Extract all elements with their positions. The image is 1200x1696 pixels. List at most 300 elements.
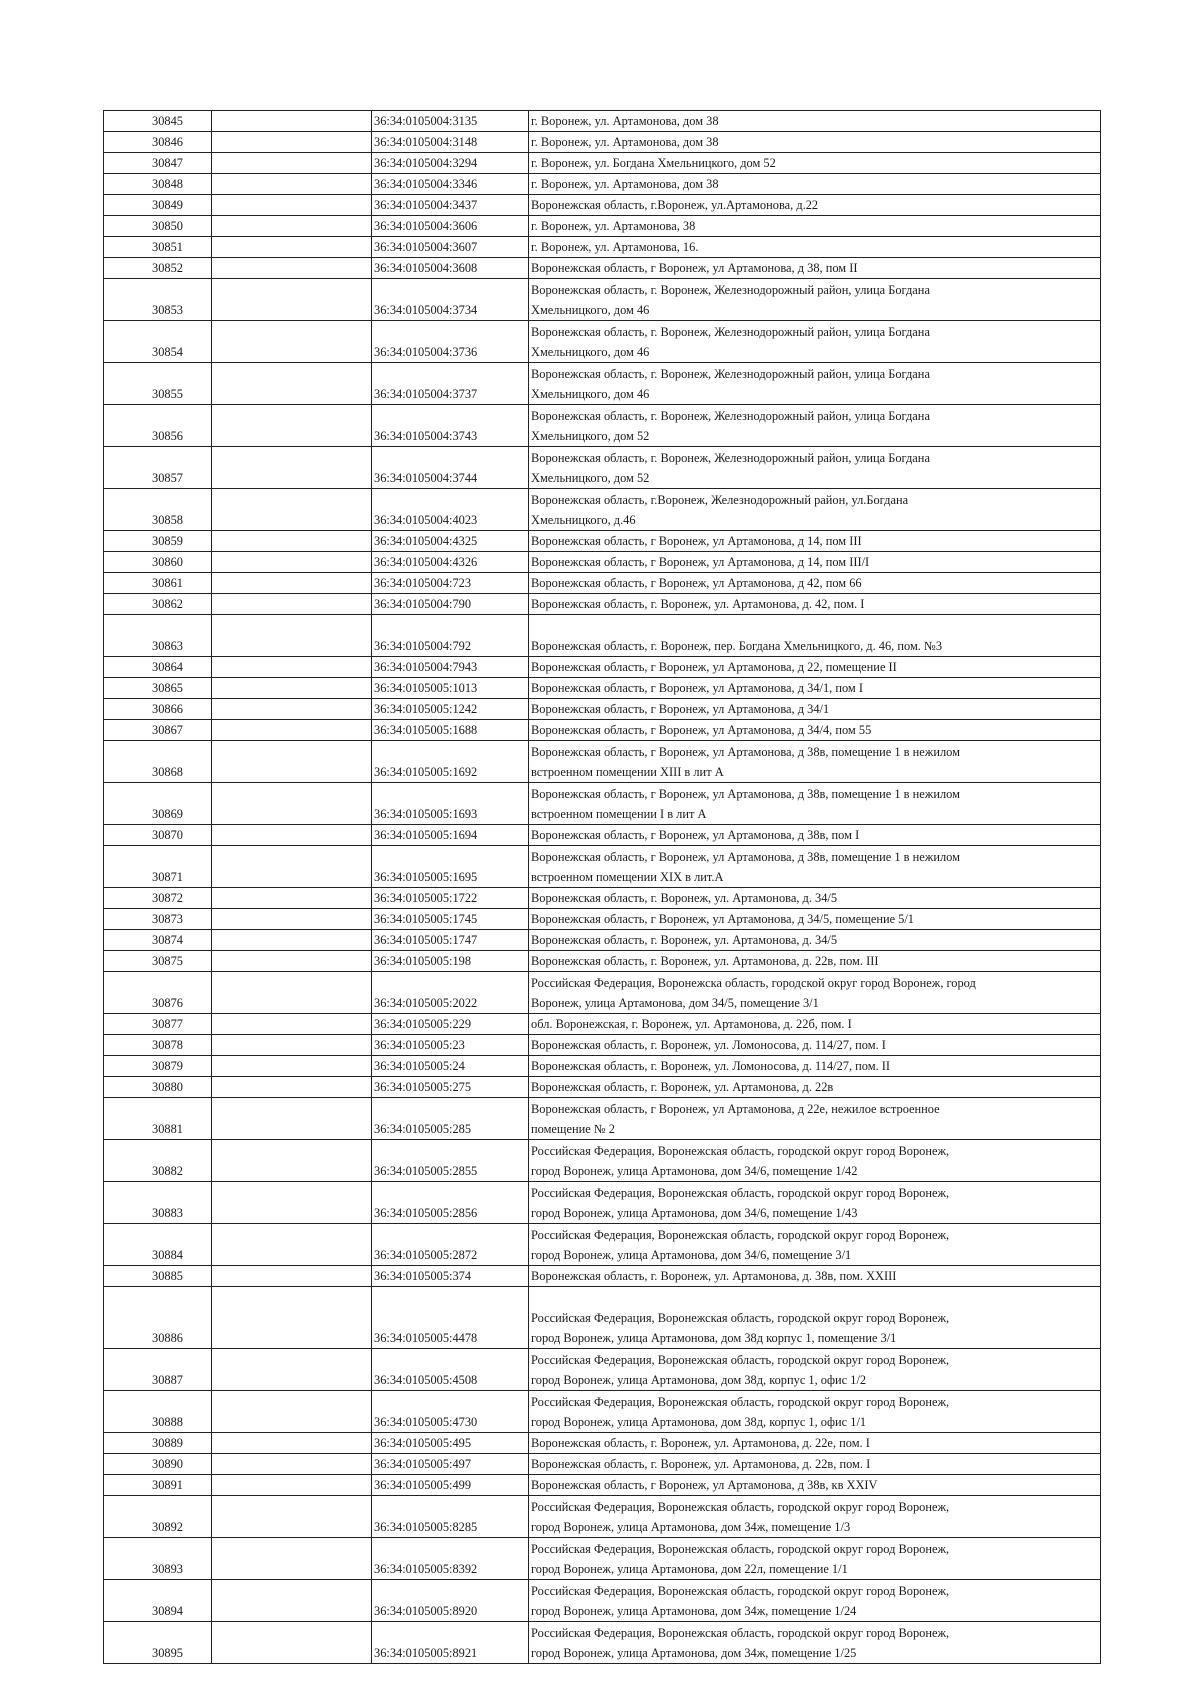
empty-cell (212, 657, 372, 678)
address-line: г. Воронеж, ул. Артамонова, дом 38 (531, 135, 719, 149)
empty-cell (212, 321, 372, 363)
address-line: Хмельницкого, дом 46 (531, 387, 650, 401)
row-number-cell: 30872 (104, 888, 212, 909)
row-number-cell: 30887 (104, 1349, 212, 1391)
row-number-cell: 30869 (104, 783, 212, 825)
row-number-cell: 30875 (104, 951, 212, 972)
address-cell (529, 1349, 1101, 1391)
table-row (104, 174, 1101, 195)
address-cell (529, 699, 1101, 720)
cadastral-number-cell: 36:34:0105005:4478 (372, 1287, 529, 1349)
table-row (104, 699, 1101, 720)
cadastral-number-cell: 36:34:0105005:4508 (372, 1349, 529, 1391)
address-cell (529, 321, 1101, 363)
row-number-cell: 30848 (104, 174, 212, 195)
empty-cell (212, 258, 372, 279)
empty-cell (212, 1014, 372, 1035)
row-number-cell: 30846 (104, 132, 212, 153)
row-number-cell: 30864 (104, 657, 212, 678)
table-row (104, 972, 1101, 1014)
cadastral-number-cell: 36:34:0105004:3148 (372, 132, 529, 153)
cadastral-number-cell: 36:34:0105005:285 (372, 1098, 529, 1140)
address-line: Российская Федерация, Воронежская область, городской округ город Воронеж, (531, 1311, 950, 1325)
cadastral-number-cell: 36:34:0105005:1242 (372, 699, 529, 720)
cadastral-number-cell: 36:34:0105004:3744 (372, 447, 529, 489)
row-number-cell: 30885 (104, 1266, 212, 1287)
address-cell (529, 1454, 1101, 1475)
address-line: город Воронеж, улица Артамонова, дом 34ж, помещение 1/25 (531, 1646, 857, 1660)
address-line: город Воронеж, улица Артамонова, дом 38д, корпус 1, офис 1/1 (531, 1415, 867, 1429)
cadastral-number-cell: 36:34:0105005:1693 (372, 783, 529, 825)
empty-cell (212, 1224, 372, 1266)
empty-cell (212, 489, 372, 531)
row-number-cell: 30849 (104, 195, 212, 216)
address-line: Воронежская область, г. Воронеж, ул. Ломоносова, д. 114/27, пом. I (531, 1038, 886, 1052)
address-line: Воронежская область, г. Воронеж, Железнодорожный район, улица Богдана (531, 451, 930, 465)
cadastral-number-cell: 36:34:0105005:1747 (372, 930, 529, 951)
address-cell (529, 951, 1101, 972)
address-line: Воронежская область, г.Воронеж, ул.Артамонова, д.22 (531, 198, 819, 212)
address-line: Хмельницкого, дом 52 (531, 471, 650, 485)
row-number-cell: 30867 (104, 720, 212, 741)
address-line: Воронежская область, г Воронеж, ул Артамонова, д 34/1 (531, 702, 830, 716)
empty-cell (212, 279, 372, 321)
row-number-cell: 30861 (104, 573, 212, 594)
address-line: г. Воронеж, ул. Богдана Хмельницкого, дом 52 (531, 156, 776, 170)
row-number-cell: 30868 (104, 741, 212, 783)
cadastral-number-cell: 36:34:0105005:2872 (372, 1224, 529, 1266)
address-line: встроенном помещении XIII в лит А (531, 765, 724, 779)
address-line: Российская Федерация, Воронежская область, городской округ город Воронеж, (531, 1228, 950, 1242)
address-line: г. Воронеж, ул. Артамонова, дом 38 (531, 114, 719, 128)
table-row (104, 1182, 1101, 1224)
table-row (104, 531, 1101, 552)
address-line: Воронежская область, г Воронеж, ул Артамонова, д 38, пом II (531, 261, 858, 275)
address-line: город Воронеж, улица Артамонова, дом 38д корпус 1, помещение 3/1 (531, 1331, 897, 1345)
table-row (104, 930, 1101, 951)
address-cell (529, 720, 1101, 741)
row-number-cell: 30892 (104, 1496, 212, 1538)
address-line: г. Воронеж, ул. Артамонова, дом 38 (531, 177, 719, 191)
empty-cell (212, 1140, 372, 1182)
address-cell (529, 258, 1101, 279)
address-line: Воронежская область, г Воронеж, ул Артамонова, д 22, помещение II (531, 660, 897, 674)
address-cell (529, 1056, 1101, 1077)
table-row (104, 279, 1101, 321)
table-row (104, 615, 1101, 657)
address-line: г. Воронеж, ул. Артамонова, 16. (531, 240, 699, 254)
empty-cell (212, 888, 372, 909)
address-cell (529, 930, 1101, 951)
row-number-cell: 30873 (104, 909, 212, 930)
cadastral-number-cell: 36:34:0105004:3437 (372, 195, 529, 216)
address-cell (529, 1077, 1101, 1098)
address-cell (529, 846, 1101, 888)
address-line: Хмельницкого, д.46 (531, 513, 636, 527)
address-line: Воронежская область, г Воронеж, ул Артамонова, д 34/4, пом 55 (531, 723, 872, 737)
table-row (104, 552, 1101, 573)
row-number-cell: 30891 (104, 1475, 212, 1496)
cadastral-number-cell: 36:34:0105004:3743 (372, 405, 529, 447)
address-line: город Воронеж, улица Артамонова, дом 34/6, помещение 1/43 (531, 1206, 858, 1220)
table-row (104, 195, 1101, 216)
table-row (104, 1433, 1101, 1454)
address-cell (529, 594, 1101, 615)
cadastral-number-cell: 36:34:0105005:24 (372, 1056, 529, 1077)
row-number-cell: 30890 (104, 1454, 212, 1475)
empty-cell (212, 1580, 372, 1622)
cadastral-number-cell: 36:34:0105004:4326 (372, 552, 529, 573)
row-number-cell: 30895 (104, 1622, 212, 1664)
cadastral-number-cell: 36:34:0105004:3135 (372, 111, 529, 132)
cadastral-number-cell: 36:34:0105005:1692 (372, 741, 529, 783)
address-line: Российская Федерация, Воронежская область, городской округ город Воронеж, (531, 1353, 950, 1367)
address-line: Воронежская область, г Воронеж, ул Артамонова, д 38в, помещение 1 в нежилом (531, 745, 960, 759)
table-row (104, 1140, 1101, 1182)
empty-cell (212, 783, 372, 825)
empty-cell (212, 573, 372, 594)
table-row (104, 489, 1101, 531)
address-cell (529, 237, 1101, 258)
address-cell (529, 1014, 1101, 1035)
row-number-cell: 30894 (104, 1580, 212, 1622)
address-cell (529, 678, 1101, 699)
empty-cell (212, 1454, 372, 1475)
address-cell (529, 153, 1101, 174)
empty-cell (212, 825, 372, 846)
empty-cell (212, 741, 372, 783)
row-number-cell: 30854 (104, 321, 212, 363)
address-line: Воронежская область, г Воронеж, ул Артамонова, д 34/1, пом I (531, 681, 863, 695)
address-line: Воронежская область, г. Воронеж, Железнодорожный район, улица Богдана (531, 283, 930, 297)
address-cell (529, 825, 1101, 846)
address-line: Российская Федерация, Воронежская область, городской округ город Воронеж, (531, 1144, 950, 1158)
row-number-cell: 30883 (104, 1182, 212, 1224)
address-cell (529, 1496, 1101, 1538)
empty-cell (212, 699, 372, 720)
address-line: помещение № 2 (531, 1122, 615, 1136)
address-cell (529, 111, 1101, 132)
address-line: Воронежская область, г Воронеж, ул Артамонова, д 38в, помещение 1 в нежилом (531, 850, 960, 864)
table-row (104, 1538, 1101, 1580)
address-cell (529, 573, 1101, 594)
address-line: Российская Федерация, Воронежская область, городской округ город Воронеж, (531, 1500, 950, 1514)
row-number-cell: 30893 (104, 1538, 212, 1580)
table-row (104, 321, 1101, 363)
address-cell (529, 1391, 1101, 1433)
row-number-cell: 30878 (104, 1035, 212, 1056)
cadastral-number-cell: 36:34:0105005:1694 (372, 825, 529, 846)
address-line: встроенном помещении I в лит А (531, 807, 707, 821)
table-row (104, 909, 1101, 930)
address-line: Воронежская область, г. Воронеж, ул. Артамонова, д. 38в, пом. XXIII (531, 1269, 897, 1283)
empty-cell (212, 363, 372, 405)
row-number-cell: 30889 (104, 1433, 212, 1454)
address-line: Российская Федерация, Воронежская область, городской округ город Воронеж, (531, 1186, 950, 1200)
address-line: город Воронеж, улица Артамонова, дом 22л, помещение 1/1 (531, 1562, 848, 1576)
table-row (104, 951, 1101, 972)
table-row (104, 1014, 1101, 1035)
cadastral-number-cell: 36:34:0105005:1695 (372, 846, 529, 888)
address-line: Воронежская область, г. Воронеж, ул. Артамонова, д. 34/5 (531, 933, 838, 947)
table-row (104, 1391, 1101, 1433)
address-line: Воронежская область, г. Воронеж, ул. Артамонова, д. 22в, пом. III (531, 954, 879, 968)
row-number-cell: 30863 (104, 615, 212, 657)
address-cell (529, 1182, 1101, 1224)
row-number-cell: 30852 (104, 258, 212, 279)
row-number-cell: 30847 (104, 153, 212, 174)
cadastral-number-cell: 36:34:0105005:1688 (372, 720, 529, 741)
empty-cell (212, 216, 372, 237)
empty-cell (212, 174, 372, 195)
empty-cell (212, 195, 372, 216)
address-line (531, 1288, 1097, 1308)
cadastral-number-cell: 36:34:0105005:8285 (372, 1496, 529, 1538)
address-line: Воронежская область, г Воронеж, ул Артамонова, д 38в, помещение 1 в нежилом (531, 787, 960, 801)
address-line: г. Воронеж, ул. Артамонова, 38 (531, 219, 696, 233)
address-line: город Воронеж, улица Артамонова, дом 34/6, помещение 3/1 (531, 1248, 852, 1262)
empty-cell (212, 720, 372, 741)
empty-cell (212, 1496, 372, 1538)
address-line: Российская Федерация, Воронежская область, городской округ город Воронеж, (531, 1542, 950, 1556)
empty-cell (212, 531, 372, 552)
address-cell (529, 195, 1101, 216)
empty-cell (212, 951, 372, 972)
address-cell (529, 405, 1101, 447)
address-line: Воронежская область, г. Воронеж, пер. Богдана Хмельницкого, д. 46, пом. №3 (531, 639, 943, 653)
property-table (103, 110, 1101, 1664)
cadastral-number-cell: 36:34:0105004:4023 (372, 489, 529, 531)
address-line: город Воронеж, улица Артамонова, дом 34ж, помещение 1/3 (531, 1520, 851, 1534)
table-row (104, 258, 1101, 279)
cadastral-number-cell: 36:34:0105004:3608 (372, 258, 529, 279)
cadastral-number-cell: 36:34:0105005:2855 (372, 1140, 529, 1182)
empty-cell (212, 615, 372, 657)
row-number-cell: 30877 (104, 1014, 212, 1035)
cadastral-number-cell: 36:34:0105004:7943 (372, 657, 529, 678)
table-row (104, 846, 1101, 888)
row-number-cell: 30857 (104, 447, 212, 489)
table-row (104, 678, 1101, 699)
address-line: Воронежская область, г. Воронеж, ул. Ломоносова, д. 114/27, пом. II (531, 1059, 891, 1073)
address-cell (529, 1266, 1101, 1287)
empty-cell (212, 1077, 372, 1098)
address-cell (529, 1035, 1101, 1056)
cadastral-number-cell: 36:34:0105004:3346 (372, 174, 529, 195)
empty-cell (212, 846, 372, 888)
empty-cell (212, 678, 372, 699)
address-cell (529, 216, 1101, 237)
empty-cell (212, 594, 372, 615)
cadastral-number-cell: 36:34:0105005:23 (372, 1035, 529, 1056)
empty-cell (212, 405, 372, 447)
address-line: город Воронеж, улица Артамонова, дом 34ж, помещение 1/24 (531, 1604, 857, 1618)
table-row (104, 1224, 1101, 1266)
address-cell (529, 1140, 1101, 1182)
address-cell (529, 447, 1101, 489)
table-row (104, 111, 1101, 132)
table-row (104, 1349, 1101, 1391)
cadastral-number-cell: 36:34:0105005:275 (372, 1077, 529, 1098)
address-cell (529, 1287, 1101, 1349)
address-line: Российская Федерация, Воронежска область, городской округ город Воронеж, город (531, 976, 976, 990)
cadastral-number-cell: 36:34:0105005:2856 (372, 1182, 529, 1224)
table-row (104, 363, 1101, 405)
cadastral-number-cell: 36:34:0105005:1013 (372, 678, 529, 699)
row-number-cell: 30879 (104, 1056, 212, 1077)
address-line: встроенном помещении XIX в лит.А (531, 870, 724, 884)
address-line: Воронежская область, г Воронеж, ул Артамонова, д 38в, пом I (531, 828, 860, 842)
table-row (104, 720, 1101, 741)
address-line: Воронежская область, г. Воронеж, Железнодорожный район, улица Богдана (531, 325, 930, 339)
row-number-cell: 30850 (104, 216, 212, 237)
table-row (104, 825, 1101, 846)
cadastral-number-cell: 36:34:0105005:1722 (372, 888, 529, 909)
address-cell (529, 1622, 1101, 1664)
table-row (104, 573, 1101, 594)
empty-cell (212, 552, 372, 573)
address-line: Хмельницкого, дом 46 (531, 345, 650, 359)
empty-cell (212, 1538, 372, 1580)
empty-cell (212, 1622, 372, 1664)
cadastral-number-cell: 36:34:0105004:4325 (372, 531, 529, 552)
row-number-cell: 30858 (104, 489, 212, 531)
empty-cell (212, 972, 372, 1014)
empty-cell (212, 1391, 372, 1433)
row-number-cell: 30884 (104, 1224, 212, 1266)
row-number-cell: 30862 (104, 594, 212, 615)
cadastral-number-cell: 36:34:0105005:374 (372, 1266, 529, 1287)
cadastral-number-cell: 36:34:0105005:495 (372, 1433, 529, 1454)
empty-cell (212, 1182, 372, 1224)
address-cell (529, 615, 1101, 657)
empty-cell (212, 111, 372, 132)
cadastral-number-cell: 36:34:0105005:2022 (372, 972, 529, 1014)
row-number-cell: 30855 (104, 363, 212, 405)
address-cell (529, 909, 1101, 930)
document-page (103, 110, 1100, 1664)
address-cell (529, 1433, 1101, 1454)
address-line: Воронежская область, г. Воронеж, ул. Артамонова, д. 34/5 (531, 891, 838, 905)
row-number-cell: 30886 (104, 1287, 212, 1349)
row-number-cell: 30870 (104, 825, 212, 846)
table-row (104, 657, 1101, 678)
table-row (104, 1098, 1101, 1140)
address-cell (529, 531, 1101, 552)
cadastral-number-cell: 36:34:0105005:497 (372, 1454, 529, 1475)
address-line: Российская Федерация, Воронежская область, городской округ город Воронеж, (531, 1626, 950, 1640)
empty-cell (212, 153, 372, 174)
empty-cell (212, 1475, 372, 1496)
row-number-cell: 30859 (104, 531, 212, 552)
address-line: обл. Воронежская, г. Воронеж, ул. Артамонова, д. 22б, пом. I (531, 1017, 852, 1031)
row-number-cell: 30866 (104, 699, 212, 720)
cadastral-number-cell: 36:34:0105005:8392 (372, 1538, 529, 1580)
address-line: город Воронеж, улица Артамонова, дом 38д, корпус 1, офис 1/2 (531, 1373, 867, 1387)
cadastral-number-cell: 36:34:0105005:4730 (372, 1391, 529, 1433)
address-cell (529, 174, 1101, 195)
address-cell (529, 972, 1101, 1014)
cadastral-number-cell: 36:34:0105004:3734 (372, 279, 529, 321)
cadastral-number-cell: 36:34:0105004:723 (372, 573, 529, 594)
address-cell (529, 783, 1101, 825)
empty-cell (212, 1098, 372, 1140)
cadastral-number-cell: 36:34:0105005:8920 (372, 1580, 529, 1622)
address-cell (529, 888, 1101, 909)
address-line: Воронежская область, г. Воронеж, Железнодорожный район, улица Богдана (531, 367, 930, 381)
table-row (104, 153, 1101, 174)
table-row (104, 1266, 1101, 1287)
empty-cell (212, 930, 372, 951)
cadastral-number-cell: 36:34:0105004:3294 (372, 153, 529, 174)
address-line: Российская Федерация, Воронежская область, городской округ город Воронеж, (531, 1584, 950, 1598)
address-line: Российская Федерация, Воронежская область, городской округ город Воронеж, (531, 1395, 950, 1409)
address-line: Хмельницкого, дом 46 (531, 303, 650, 317)
table-row (104, 1496, 1101, 1538)
table-row (104, 1454, 1101, 1475)
cadastral-number-cell: 36:34:0105004:3607 (372, 237, 529, 258)
row-number-cell: 30871 (104, 846, 212, 888)
cadastral-number-cell: 36:34:0105004:790 (372, 594, 529, 615)
table-row (104, 405, 1101, 447)
address-line: Воронежская область, г. Воронеж, Железнодорожный район, улица Богдана (531, 409, 930, 423)
empty-cell (212, 132, 372, 153)
cadastral-number-cell: 36:34:0105004:3606 (372, 216, 529, 237)
address-line: город Воронеж, улица Артамонова, дом 34/6, помещение 1/42 (531, 1164, 858, 1178)
table-row (104, 1056, 1101, 1077)
empty-cell (212, 1266, 372, 1287)
address-cell (529, 657, 1101, 678)
address-line: Воронежская область, г. Воронеж, ул. Артамонова, д. 22в (531, 1080, 834, 1094)
address-line: Воронежская область, г Воронеж, ул Артамонова, д 22е, нежилое встроенное (531, 1102, 940, 1116)
table-row (104, 447, 1101, 489)
cadastral-number-cell: 36:34:0105005:8921 (372, 1622, 529, 1664)
address-cell (529, 1098, 1101, 1140)
address-cell (529, 363, 1101, 405)
cadastral-number-cell: 36:34:0105004:3736 (372, 321, 529, 363)
address-line: Воронежская область, г Воронеж, ул Артамонова, д 34/5, помещение 5/1 (531, 912, 915, 926)
row-number-cell: 30860 (104, 552, 212, 573)
table-row (104, 1035, 1101, 1056)
cadastral-number-cell: 36:34:0105004:3737 (372, 363, 529, 405)
row-number-cell: 30876 (104, 972, 212, 1014)
address-cell (529, 552, 1101, 573)
cadastral-number-cell: 36:34:0105004:792 (372, 615, 529, 657)
row-number-cell: 30845 (104, 111, 212, 132)
table-row (104, 237, 1101, 258)
address-line: Воронежская область, г. Воронеж, ул. Артамонова, д. 22е, пом. I (531, 1436, 870, 1450)
cadastral-number-cell: 36:34:0105005:1745 (372, 909, 529, 930)
table-row (104, 594, 1101, 615)
row-number-cell: 30874 (104, 930, 212, 951)
table-row (104, 1622, 1101, 1664)
table-row (104, 216, 1101, 237)
address-line (531, 616, 1097, 636)
row-number-cell: 30882 (104, 1140, 212, 1182)
table-row (104, 1580, 1101, 1622)
address-line: Воронежская область, г Воронеж, ул Артамонова, д 42, пом 66 (531, 576, 862, 590)
address-line: Воронежская область, г. Воронеж, ул. Артамонова, д. 22в, пом. I (531, 1457, 871, 1471)
table-row (104, 1077, 1101, 1098)
empty-cell (212, 909, 372, 930)
address-cell (529, 279, 1101, 321)
row-number-cell: 30880 (104, 1077, 212, 1098)
empty-cell (212, 1349, 372, 1391)
table-row (104, 741, 1101, 783)
address-cell (529, 1538, 1101, 1580)
empty-cell (212, 1287, 372, 1349)
empty-cell (212, 237, 372, 258)
